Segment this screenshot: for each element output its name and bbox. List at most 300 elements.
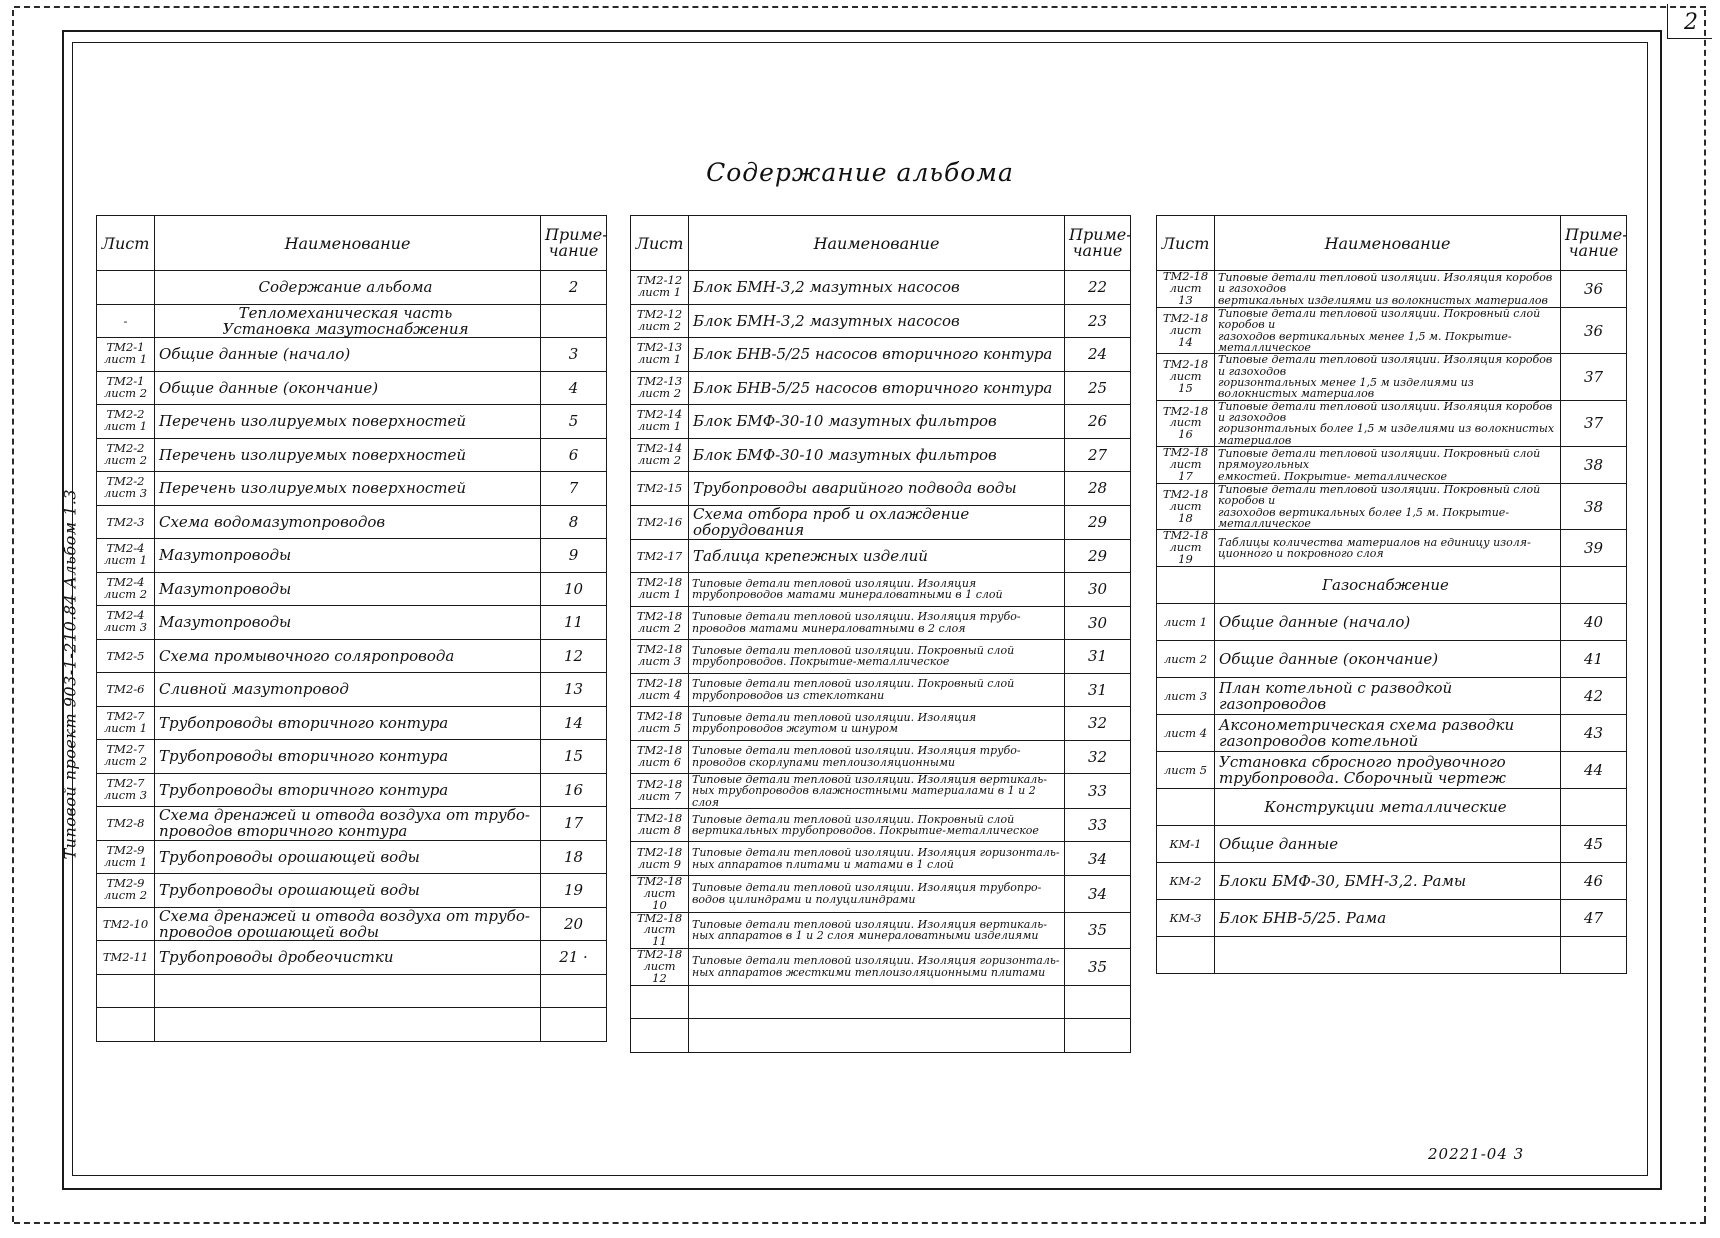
- row-sheet-code: [631, 271, 689, 305]
- row-sheet-code: [1157, 567, 1215, 604]
- header-sheet: Лист: [1157, 216, 1215, 271]
- row-name: Перечень изолируемых поверхностей: [155, 472, 541, 506]
- row-name: [1215, 937, 1561, 974]
- row-page-number: 36: [1561, 271, 1627, 308]
- row-sheet-code: [631, 338, 689, 372]
- row-sheet-code: [97, 740, 155, 774]
- table-row: [631, 606, 1131, 640]
- row-sheet-code: [631, 640, 689, 674]
- row-page-number: 27: [1065, 438, 1131, 472]
- row-sheet-code-line2: лист 6: [637, 754, 682, 769]
- row-name-line1: Типовые детали тепловой изоляции. Изоляция вертикаль-: [692, 773, 1047, 786]
- row-sheet-code-line1: ТМ2-18: [636, 575, 683, 590]
- header-note-line2: чание: [548, 241, 599, 260]
- row-page-number: 20: [541, 907, 607, 941]
- row-page-number: 38: [1561, 483, 1627, 529]
- table-row: [97, 807, 607, 841]
- table-row: [631, 842, 1131, 876]
- row-sheet-code-line1: ТМ2-18: [636, 675, 683, 690]
- row-sheet-code: ТМ2-8: [97, 807, 155, 841]
- scan-edge-bottom: [14, 1222, 1706, 1228]
- row-sheet-code-line2: лист 1: [103, 854, 148, 869]
- row-sheet-code: [631, 707, 689, 741]
- row-name-line1: Тепломеханическая часть: [238, 303, 453, 322]
- table-row: [1157, 789, 1627, 826]
- row-sheet-code-line1: ТМ2-18: [636, 947, 683, 962]
- table-header-row: [97, 216, 607, 271]
- row-page-number: [1561, 567, 1627, 604]
- row-sheet-code: лист 2: [1157, 641, 1215, 678]
- row-name: [689, 875, 1065, 912]
- row-page-number: 28: [1065, 472, 1131, 506]
- row-page-number: 39: [1561, 530, 1627, 567]
- row-sheet-code-line1: ТМ2-14: [636, 440, 683, 455]
- table-row: [1157, 937, 1627, 974]
- contents-table-column-1: [96, 215, 607, 1042]
- row-name: [689, 573, 1065, 607]
- row-page-number: [1065, 1019, 1131, 1053]
- row-sheet-code: [97, 472, 155, 506]
- row-page-number: 38: [1561, 446, 1627, 483]
- side-stamp: Типовой проект 903-1-210.84 Альбом 1.3: [60, 488, 80, 860]
- row-name: [689, 673, 1065, 707]
- table-row: [631, 539, 1131, 573]
- header-sheet: Лист: [631, 216, 689, 271]
- row-sheet-code-line1: ТМ2-14: [636, 407, 683, 422]
- row-sheet-code: [97, 974, 155, 1008]
- row-name: [689, 740, 1065, 774]
- table-row: [97, 673, 607, 707]
- row-name-line2: трубопроводов матами минераловатными в 1 слой: [692, 588, 1003, 602]
- row-name: [1215, 271, 1561, 308]
- table-row: [1157, 271, 1627, 308]
- row-name: [1215, 483, 1561, 529]
- row-sheet-code-line2: лист 3: [103, 486, 148, 501]
- row-sheet-code: лист 4: [1157, 715, 1215, 752]
- row-sheet-code-line1: ТМ2-18: [636, 742, 683, 757]
- table-row: [97, 874, 607, 908]
- row-sheet-code: [97, 539, 155, 573]
- table-row: [97, 706, 607, 740]
- row-name: Перечень изолируемых поверхностей: [155, 438, 541, 472]
- row-sheet-code: [1157, 271, 1215, 308]
- row-sheet-code-line2: лист 1: [103, 720, 148, 735]
- row-name-line1: Типовые детали тепловой изоляции. Изоляция: [692, 576, 977, 590]
- row-sheet-code-line2: лист 2: [103, 754, 148, 769]
- row-page-number: 32: [1065, 740, 1131, 774]
- row-sheet-code: [1157, 354, 1215, 400]
- row-name-line1: Типовые детали тепловой изоляции. Изоляция трубопро-: [692, 881, 1042, 895]
- row-sheet-code: [97, 840, 155, 874]
- row-page-number: 34: [1065, 875, 1131, 912]
- row-sheet-code-line1: ТМ2-7: [106, 708, 145, 723]
- row-name-line1: Типовые детали тепловой изоляции. Изоляция трубо-: [692, 744, 1021, 758]
- bottom-code: 20221-04 3: [1428, 1145, 1525, 1163]
- row-sheet-code: -: [97, 304, 155, 338]
- row-page-number: 34: [1065, 842, 1131, 876]
- row-sheet-code-line2: лист 5: [637, 721, 682, 736]
- row-name-line1: Схема дренажей и отвода воздуха от трубо-: [159, 806, 530, 825]
- table-row: [1157, 641, 1627, 678]
- row-name: [689, 808, 1065, 842]
- contents-table-column-2: [630, 215, 1131, 1053]
- row-sheet-code-line2: лист 2: [103, 385, 148, 400]
- row-sheet-code: [97, 706, 155, 740]
- row-sheet-code: [97, 874, 155, 908]
- table-row: [97, 572, 607, 606]
- table-row: [1157, 483, 1627, 529]
- row-sheet-code-line2: лист 11: [643, 922, 676, 949]
- row-name: Газоснабжение: [1215, 567, 1561, 604]
- row-page-number: 35: [1065, 949, 1131, 986]
- row-sheet-code-line1: ТМ2-18: [636, 844, 683, 859]
- row-page-number: 36: [1561, 308, 1627, 354]
- row-sheet-code-line1: ТМ2-13: [636, 340, 683, 355]
- row-name: Общие данные: [1215, 826, 1561, 863]
- row-sheet-code-line2: лист 13: [1169, 281, 1202, 307]
- row-name: Блоки БМФ-30, БМН-3,2. Рамы: [1215, 863, 1561, 900]
- row-sheet-code: [631, 606, 689, 640]
- row-name-line2: проводов скорлупами теплоизоляционными: [692, 755, 956, 769]
- row-name: [689, 842, 1065, 876]
- row-sheet-code: [1157, 789, 1215, 826]
- row-sheet-code: ТМ2-11: [97, 941, 155, 975]
- row-name-line1: Типовые детали тепловой изоляции. Покровный слой прямоугольных: [1218, 446, 1541, 472]
- row-sheet-code: [97, 271, 155, 305]
- table-row: [97, 1008, 607, 1042]
- row-page-number: 13: [541, 673, 607, 707]
- row-sheet-code: [1157, 937, 1215, 974]
- row-page-number: [541, 304, 607, 338]
- row-name-line1: Типовые детали тепловой изоляции. Покровный слой: [692, 677, 1015, 691]
- row-name: Трубопроводы вторичного контура: [155, 773, 541, 807]
- row-name: [1215, 530, 1561, 567]
- row-name-line1: Типовые детали тепловой изоляции. Покровный слой: [692, 812, 1015, 826]
- row-page-number: 45: [1561, 826, 1627, 863]
- row-name: [155, 907, 541, 941]
- row-page-number: 10: [541, 572, 607, 606]
- row-sheet-code-line2: лист 2: [103, 888, 148, 903]
- row-page-number: 47: [1561, 900, 1627, 937]
- row-name-line2: трубопроводов из стеклоткани: [692, 688, 885, 702]
- header-note: [1065, 216, 1131, 271]
- scan-edge-top: [14, 6, 1706, 12]
- row-name: Общие данные (начало): [155, 338, 541, 372]
- row-sheet-code: ТМ2-16: [631, 505, 689, 539]
- row-sheet-code-line1: ТМ2-18: [1162, 445, 1209, 460]
- row-name: Общие данные (начало): [1215, 604, 1561, 641]
- row-sheet-code: [631, 985, 689, 1019]
- row-sheet-code: [97, 773, 155, 807]
- row-sheet-code: ТМ2-15: [631, 472, 689, 506]
- row-sheet-code: [1157, 400, 1215, 446]
- header-note: [541, 216, 607, 271]
- row-sheet-code-line1: ТМ2-18: [1162, 528, 1209, 543]
- row-name-line1: Типовые детали тепловой изоляции. Изоляция коробов и газоходов: [1218, 271, 1553, 296]
- table-row: [631, 472, 1131, 506]
- row-sheet-code-line2: лист 18: [1169, 498, 1202, 525]
- table-row: [1157, 446, 1627, 483]
- row-page-number: 46: [1561, 863, 1627, 900]
- row-name: Сливной мазутопровод: [155, 673, 541, 707]
- row-sheet-code: лист 3: [1157, 678, 1215, 715]
- row-sheet-code-line2: лист 3: [103, 620, 148, 635]
- row-sheet-code-line1: ТМ2-13: [636, 373, 683, 388]
- row-name: Блок БМФ-30-10 мазутных фильтров: [689, 438, 1065, 472]
- row-name-line2: ных аппаратов жесткими теплоизоляционными плитами: [692, 965, 1046, 979]
- row-sheet-code-line2: лист 2: [637, 385, 682, 400]
- row-sheet-code-line1: ТМ2-18: [1162, 357, 1209, 372]
- row-page-number: 16: [541, 773, 607, 807]
- row-name: [1215, 400, 1561, 446]
- row-name-line2: ных аппаратов плитами и матами в 1 слой: [692, 857, 954, 871]
- row-sheet-code-line1: ТМ2-7: [106, 742, 145, 757]
- table-row: [631, 707, 1131, 741]
- row-name-line1: Типовые детали тепловой изоляции. Изоляция горизонталь-: [692, 846, 1060, 860]
- row-page-number: 33: [1065, 774, 1131, 809]
- header-name: Наименование: [1215, 216, 1561, 271]
- row-sheet-code: [1157, 308, 1215, 354]
- row-name-line2: ционного и покровного слоя: [1218, 547, 1384, 561]
- row-sheet-code: [1157, 483, 1215, 529]
- row-page-number: 8: [541, 505, 607, 539]
- row-name: [1215, 446, 1561, 483]
- row-name: Таблица крепежных изделий: [689, 539, 1065, 573]
- row-name-line1: Типовые детали тепловой изоляции. Изоляция трубо-: [692, 610, 1021, 624]
- scan-edge-left: [12, 10, 18, 1222]
- table-row: [1157, 354, 1627, 400]
- table-row: [97, 974, 607, 1008]
- row-sheet-code-line1: ТМ2-18: [636, 709, 683, 724]
- row-name: Общие данные (окончание): [155, 371, 541, 405]
- row-sheet-code-line2: лист 2: [103, 586, 148, 601]
- table-row: [631, 438, 1131, 472]
- row-sheet-code-line2: лист 16: [1169, 415, 1202, 442]
- row-sheet-code-line1: ТМ2-18: [636, 811, 683, 826]
- row-name: Блок БНВ-5/25. Рама: [1215, 900, 1561, 937]
- row-page-number: 35: [1065, 912, 1131, 949]
- row-sheet-code-line1: ТМ2-4: [106, 541, 145, 556]
- row-page-number: 5: [541, 405, 607, 439]
- row-sheet-code-line2: лист 12: [643, 958, 676, 985]
- header-note-line1: Приме-: [1565, 224, 1628, 244]
- row-sheet-code-line1: ТМ2-12: [636, 273, 683, 288]
- row-page-number: 21 ·: [541, 941, 607, 975]
- row-name: Трубопроводы вторичного контура: [155, 706, 541, 740]
- table-row: [631, 1019, 1131, 1053]
- row-name-line1: Типовые детали тепловой изоляции. Покровный слой коробов и: [1218, 307, 1541, 332]
- row-sheet-code: [631, 405, 689, 439]
- row-name: [689, 606, 1065, 640]
- row-page-number: 9: [541, 539, 607, 573]
- row-name: Содержание альбома: [155, 271, 541, 305]
- row-sheet-code: [631, 673, 689, 707]
- row-sheet-code: [631, 808, 689, 842]
- table-row: [97, 740, 607, 774]
- row-page-number: 40: [1561, 604, 1627, 641]
- row-sheet-code: ТМ2-10: [97, 907, 155, 941]
- table-row: [1157, 530, 1627, 567]
- row-name: [1215, 715, 1561, 752]
- row-sheet-code-line1: ТМ2-9: [106, 842, 145, 857]
- row-sheet-code-line1: ТМ2-18: [636, 873, 683, 888]
- row-name-line2: емкостей. Покрытие- металлическое: [1218, 469, 1447, 483]
- table-row: [97, 606, 607, 640]
- row-name: [689, 707, 1065, 741]
- row-sheet-code-line1: ТМ2-2: [106, 440, 145, 455]
- row-sheet-code-line2: лист 1: [637, 587, 682, 602]
- row-page-number: 7: [541, 472, 607, 506]
- table-row: [97, 505, 607, 539]
- row-sheet-code: [97, 338, 155, 372]
- row-sheet-code-line2: лист 2: [103, 452, 148, 467]
- row-name: [155, 807, 541, 841]
- table-row: [631, 573, 1131, 607]
- row-name-line1: Схема дренажей и отвода воздуха от трубо-: [159, 906, 530, 925]
- contents-table-column-3: [1156, 215, 1627, 974]
- row-sheet-code-line1: ТМ2-2: [106, 407, 145, 422]
- header-note-line2: чание: [1072, 241, 1123, 260]
- header-note-line1: Приме-: [1069, 224, 1132, 244]
- row-name-line2: трубопровода. Сборочный чертеж: [1219, 769, 1506, 788]
- row-name-line2: горизонтальных менее 1,5 м изделиями из волокнистых материалов: [1218, 375, 1474, 401]
- row-name: Общие данные (окончание): [1215, 641, 1561, 678]
- row-sheet-code-line2: лист 1: [637, 419, 682, 434]
- row-page-number: [541, 974, 607, 1008]
- table-row: [1157, 752, 1627, 789]
- row-page-number: 17: [541, 807, 607, 841]
- row-page-number: 44: [1561, 752, 1627, 789]
- row-page-number: 2: [541, 271, 607, 305]
- table-header-row: [1157, 216, 1627, 271]
- table-row: [631, 271, 1131, 305]
- table-row: [97, 371, 607, 405]
- page-number: 2: [1684, 10, 1698, 35]
- table-row: [1157, 308, 1627, 354]
- table-row: [631, 371, 1131, 405]
- table-row: [631, 304, 1131, 338]
- table-row: [1157, 604, 1627, 641]
- row-name-line2: трубопроводов жгутом и шнуром: [692, 722, 898, 736]
- row-page-number: 24: [1065, 338, 1131, 372]
- row-sheet-code: КМ-3: [1157, 900, 1215, 937]
- row-sheet-code-line2: лист 8: [637, 823, 682, 838]
- table-row: [631, 808, 1131, 842]
- row-name: [689, 985, 1065, 1019]
- row-name: Мазутопроводы: [155, 539, 541, 573]
- table-row: [631, 949, 1131, 986]
- row-page-number: 42: [1561, 678, 1627, 715]
- header-note-line2: чание: [1568, 241, 1619, 260]
- row-page-number: 26: [1065, 405, 1131, 439]
- table-row: [97, 304, 607, 338]
- row-name-line1: Аксонометрическая схема разводки: [1219, 716, 1515, 735]
- header-name: Наименование: [155, 216, 541, 271]
- row-name: [689, 1019, 1065, 1053]
- row-name: Трубопроводы аварийного подвода воды: [689, 472, 1065, 506]
- row-page-number: 25: [1065, 371, 1131, 405]
- row-name-line2: горизонтальных более 1,5 м изделиями из волокнистых материалов: [1218, 422, 1555, 447]
- table-row: [1157, 400, 1627, 446]
- row-name: Схема водомазутопроводов: [155, 505, 541, 539]
- row-sheet-code: лист 5: [1157, 752, 1215, 789]
- row-sheet-code: [97, 1008, 155, 1042]
- row-name: Перечень изолируемых поверхностей: [155, 405, 541, 439]
- row-sheet-code-line1: ТМ2-18: [1162, 403, 1209, 418]
- row-name-line2: проводов орошающей воды: [159, 922, 379, 941]
- row-name: [689, 912, 1065, 949]
- row-name: [155, 304, 541, 338]
- row-page-number: [1065, 985, 1131, 1019]
- row-sheet-code: [631, 438, 689, 472]
- row-name: Трубопроводы орошающей воды: [155, 874, 541, 908]
- row-sheet-code: [97, 606, 155, 640]
- row-sheet-code: ТМ2-6: [97, 673, 155, 707]
- table-header-row: [631, 216, 1131, 271]
- row-sheet-code-line1: ТМ2-18: [636, 910, 683, 925]
- table-row: [631, 673, 1131, 707]
- row-name-line2: ных трубопроводов влажностными материалами в 1 и 2 слоя: [692, 784, 1036, 809]
- row-sheet-code: [97, 438, 155, 472]
- row-page-number: 23: [1065, 304, 1131, 338]
- row-name-line2: газоходов вертикальных более 1,5 м. Покрытие- металлическое: [1218, 505, 1510, 530]
- row-name-line1: Установка сбросного продувочного: [1219, 753, 1506, 772]
- row-sheet-code: [631, 774, 689, 809]
- table-row: [97, 539, 607, 573]
- scan-edge-right: [1704, 10, 1710, 1222]
- row-page-number: 4: [541, 371, 607, 405]
- row-page-number: 29: [1065, 505, 1131, 539]
- row-page-number: 31: [1065, 640, 1131, 674]
- row-sheet-code-line1: ТМ2-18: [636, 608, 683, 623]
- row-sheet-code: [631, 1019, 689, 1053]
- row-sheet-code-line1: ТМ2-12: [636, 306, 683, 321]
- row-name-line1: Типовые детали тепловой изоляции. Покровный слой: [692, 643, 1015, 657]
- row-name-line2: газопроводов котельной: [1219, 732, 1419, 751]
- row-page-number: 31: [1065, 673, 1131, 707]
- row-sheet-code: [631, 740, 689, 774]
- table-row: [97, 405, 607, 439]
- table-row: [1157, 863, 1627, 900]
- header-note-line1: Приме-: [545, 224, 608, 244]
- row-sheet-code-line2: лист 2: [637, 452, 682, 467]
- row-name: Блок БНВ-5/25 насосов вторичного контура: [689, 338, 1065, 372]
- row-name: Конструкции металлические: [1215, 789, 1561, 826]
- table-row: [97, 639, 607, 673]
- row-page-number: 22: [1065, 271, 1131, 305]
- row-sheet-code: ТМ2-17: [631, 539, 689, 573]
- row-sheet-code-line2: лист 3: [103, 787, 148, 802]
- row-sheet-code-line1: ТМ2-1: [106, 373, 145, 388]
- table-row: [1157, 567, 1627, 604]
- row-name-line1: Типовые детали тепловой изоляции. Изоляция вертикаль-: [692, 917, 1047, 931]
- header-note: [1561, 216, 1627, 271]
- table-row: [1157, 678, 1627, 715]
- row-sheet-code-line1: ТМ2-1: [106, 340, 145, 355]
- row-sheet-code-line2: лист 1: [103, 553, 148, 568]
- row-name: Мазутопроводы: [155, 606, 541, 640]
- row-page-number: 30: [1065, 606, 1131, 640]
- table-row: [631, 875, 1131, 912]
- page-title: Содержание альбома: [706, 158, 1014, 187]
- row-page-number: [1561, 789, 1627, 826]
- row-sheet-code-line2: лист 15: [1169, 369, 1202, 395]
- table-row: [631, 912, 1131, 949]
- row-name: Схема промывочного соляропровода: [155, 639, 541, 673]
- row-name-line2: проводов вторичного контура: [159, 822, 408, 841]
- row-name-line1: Типовые детали тепловой изоляции. Изоляция: [692, 710, 977, 724]
- row-name: [155, 1008, 541, 1042]
